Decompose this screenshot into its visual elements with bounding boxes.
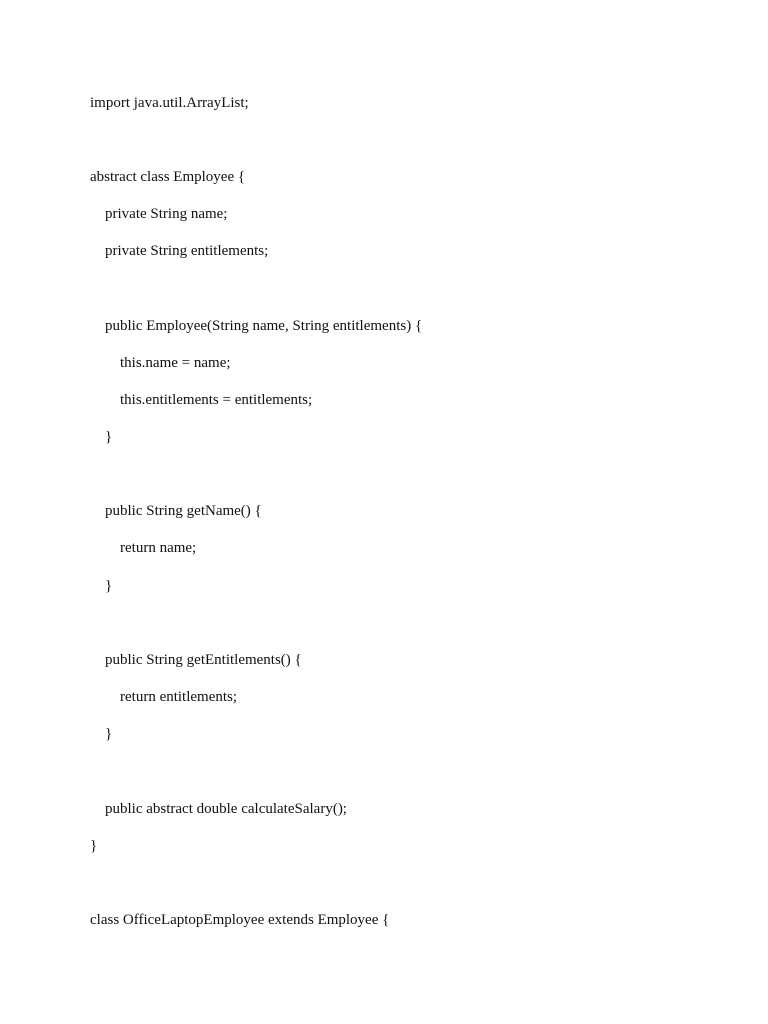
code-line-return-name: return name; bbox=[120, 540, 197, 556]
code-line-class-officelaptopemployee: class OfficeLaptopEmployee extends Employee { bbox=[90, 912, 390, 928]
code-line-method-getname: public String getName() { bbox=[105, 503, 262, 519]
code-line-assign-entitlements: this.entitlements = entitlements; bbox=[120, 392, 313, 408]
code-line-close-brace: } bbox=[90, 838, 98, 854]
code-line-return-entitlements: return entitlements; bbox=[120, 689, 238, 705]
code-line-close-brace: } bbox=[105, 578, 113, 594]
code-line-field-entitlements: private String entitlements; bbox=[105, 243, 269, 259]
code-line-abstract-method: public abstract double calculateSalary(); bbox=[105, 801, 347, 817]
code-line-method-getentitlements: public String getEntitlements() { bbox=[105, 652, 302, 668]
code-line-import: import java.util.ArrayList; bbox=[90, 95, 249, 111]
code-line-close-brace: } bbox=[105, 726, 113, 742]
code-line-close-brace: } bbox=[105, 429, 113, 445]
code-line-class-employee: abstract class Employee { bbox=[90, 169, 246, 185]
code-line-field-name: private String name; bbox=[105, 206, 228, 222]
code-line-constructor: public Employee(String name, String entitlements) { bbox=[105, 318, 423, 334]
code-line-assign-name: this.name = name; bbox=[120, 355, 231, 371]
